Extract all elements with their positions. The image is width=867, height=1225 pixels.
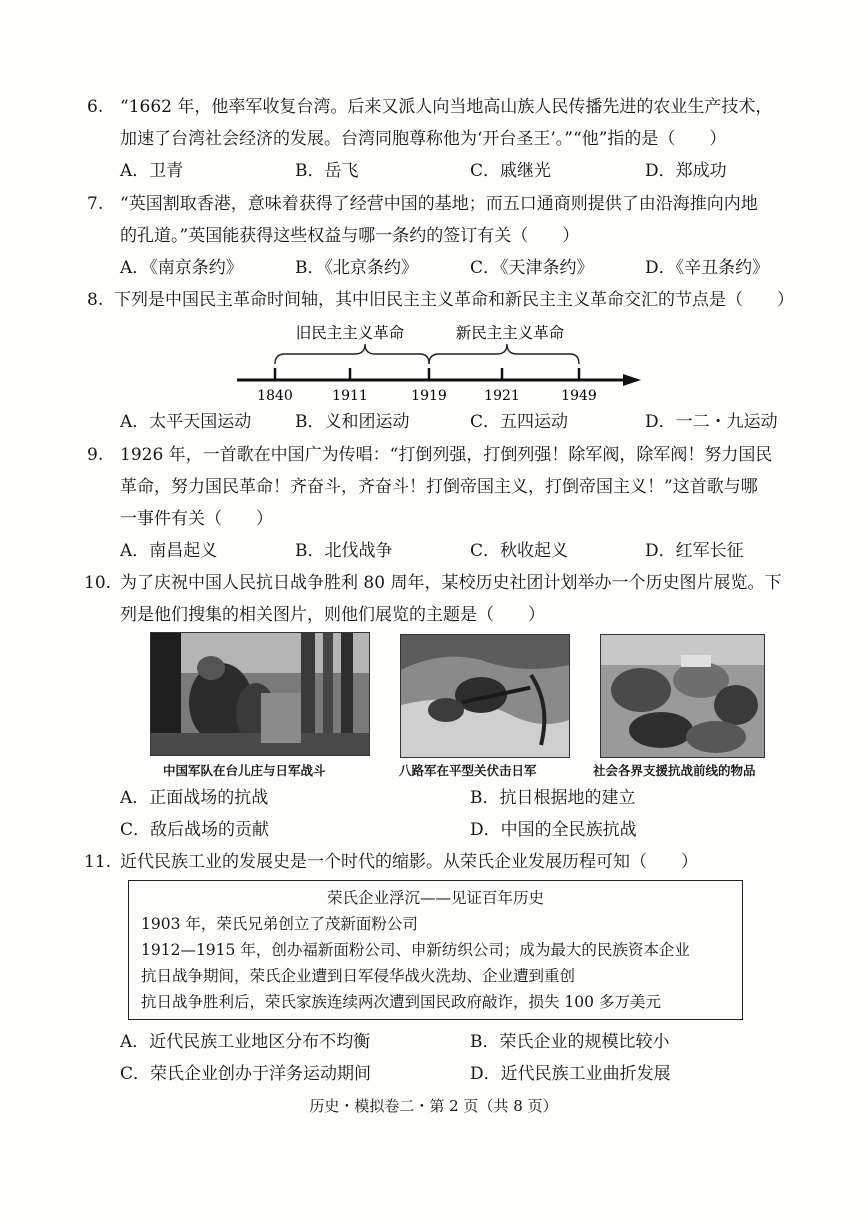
q9-stem-line1: 1926 年，一首歌在中国广为传唱：“打倒列强，打倒列强！除军阀，除军阀！努力国民 [120,445,773,465]
q8-option-c[interactable]: C．五四运动 [470,412,569,432]
q11-option-b[interactable]: B．荣氏企业的规模比较小 [470,1032,670,1052]
q11-number: 11. [84,852,112,872]
brace-old-democratic [275,344,429,364]
q9-option-c[interactable]: C．秋收起义 [470,541,569,561]
rong-enterprise-box [128,880,743,1020]
year-1911: 1911 [332,388,368,404]
q8-number: 8. [87,290,104,310]
q10-option-a[interactable]: A．正面战场的抗战 [120,788,269,808]
year-1949: 1949 [561,388,597,404]
q6-option-c[interactable]: C．戚继光 [470,161,552,181]
q7-option-d[interactable]: D．《辛丑条约》 [645,258,770,278]
caption-photo-1: 中国军队在台儿庄与日军战斗 [163,763,326,778]
q11-option-d[interactable]: D．近代民族工业曲折发展 [470,1064,671,1084]
q8-option-d[interactable]: D．一二・九运动 [645,412,778,432]
box-line-4: 抗日战争胜利后，荣氏家族连续两次遭到国民政府敲诈，损失 100 多万美元 [141,993,661,1011]
q7-stem-line1: “英国割取香港，意味着获得了经营中国的基地；而五口通商则提供了由沿海推向内地 [120,194,758,214]
q10-option-d[interactable]: D．中国的全民族抗战 [470,820,637,840]
q7-option-c[interactable]: C．《天津条约》 [470,258,594,278]
q6-number: 6. [87,97,104,117]
timeline-arrow [623,374,641,386]
label-new-democratic: 新民主主义革命 [455,324,565,342]
q9-option-b[interactable]: B．北伐战争 [295,541,393,561]
box-line-1: 1903 年，荣氏兄弟创立了茂新面粉公司 [141,915,418,933]
box-line-3: 抗日战争期间，荣氏企业遭到日军侵华战火洗劫、企业遭到重创 [141,967,576,985]
q8-option-b[interactable]: B．义和团运动 [295,412,410,432]
year-1921: 1921 [484,388,520,404]
q7-option-b[interactable]: B．《北京条约》 [295,258,418,278]
q9-stem-line2: 革命，努力国民革命！齐奋斗，齐奋斗！打倒帝国主义，打倒帝国主义！”这首歌与哪 [120,477,758,497]
q8-stem-line1: 下列是中国民主革命时间轴，其中旧民主主义革命和新民主主义革命交汇的节点是（ ） [114,290,794,310]
box-line-2: 1912—1915 年，创办福新面粉公司、申新纺织公司；成为最大的民族资本企业 [141,941,690,959]
q7-number: 7. [87,194,104,214]
caption-photo-2: 八路军在平型关伏击日军 [399,763,537,778]
q9-number: 9. [87,445,104,465]
q6-option-b[interactable]: B．岳飞 [295,161,359,181]
q9-option-a[interactable]: A．南昌起义 [120,541,218,561]
q6-option-d[interactable]: D．郑成功 [645,161,727,181]
photo-taierzhuang-battle [150,632,370,756]
q11-option-a[interactable]: A．近代民族工业地区分布不均衡 [120,1032,371,1052]
q10-option-c[interactable]: C．敌后战场的贡献 [120,820,270,840]
q9-stem-line3: 一事件有关（ ） [120,509,273,529]
q6-stem-line1: “1662 年，他率军收复台湾。后来又派人向当地高山族人民传播先进的农业生产技术， [120,97,773,117]
q9-option-d[interactable]: D．红军长征 [645,541,744,561]
q7-option-a[interactable]: A．《南京条约》 [120,258,243,278]
year-1919: 1919 [411,388,447,404]
q11-stem-line1: 近代民族工业的发展史是一个时代的缩影。从荣氏企业发展历程可知（ ） [120,852,698,872]
revolution-timeline [225,316,655,406]
year-1840: 1840 [257,388,293,404]
q10-stem-line1: 为了庆祝中国人民抗日战争胜利 80 周年，某校历史社团计划举办一个历史图片展览。下 [120,573,782,593]
caption-photo-3: 社会各界支援抗战前线的物品 [593,763,756,778]
q10-option-b[interactable]: B．抗日根据地的建立 [470,788,636,808]
page-footer: 历史・模拟卷二・第 2 页（共 8 页） [309,1097,558,1115]
q11-option-c[interactable]: C．荣氏企业创办于洋务运动期间 [120,1064,372,1084]
q10-number: 10. [84,573,112,593]
label-old-democratic: 旧民主主义革命 [295,324,405,342]
photo-pingxingguan-ambush [400,634,570,758]
q10-stem-line2: 列是他们搜集的相关图片，则他们展览的主题是（ ） [120,605,545,625]
box-title: 荣氏企业浮沉——见证百年历史 [326,889,544,907]
q8-option-a[interactable]: A．太平天国运动 [120,412,252,432]
brace-new-democratic [429,344,579,364]
photo-support-supplies [600,634,765,758]
q6-stem-line2: 加速了台湾社会经济的发展。台湾同胞尊称他为‘开台圣王’。”“他”指的是（ ） [120,129,727,149]
q6-option-a[interactable]: A．卫青 [120,161,184,181]
q7-stem-line2: 的孔道。”英国能获得这些权益与哪一条约的签订有关（ ） [120,226,580,246]
